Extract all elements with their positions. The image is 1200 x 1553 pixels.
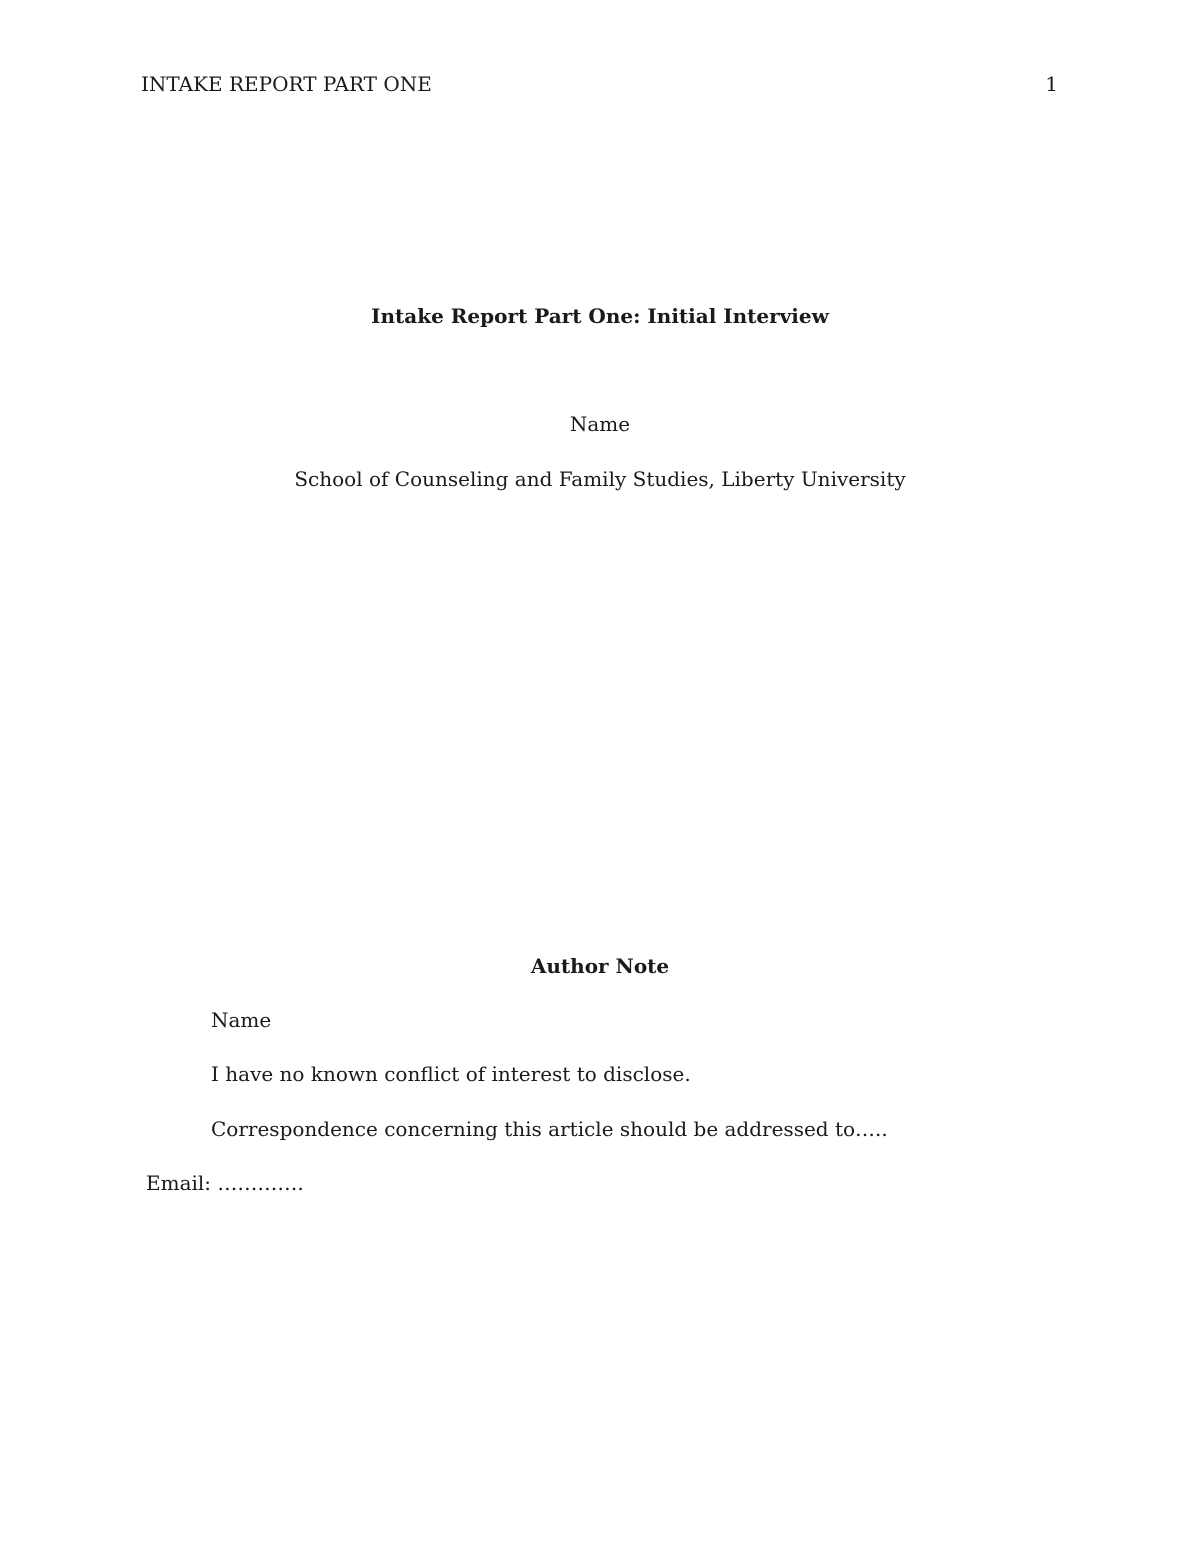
paper-title: Intake Report Part One: Initial Interview bbox=[371, 304, 829, 328]
correspondence-statement: Correspondence concerning this article should be addressed to….. bbox=[211, 1117, 888, 1141]
author-name: Name bbox=[569, 412, 631, 436]
running-head: INTAKE REPORT PART ONE bbox=[141, 72, 432, 96]
conflict-of-interest-statement: I have no known conflict of interest to disclose. bbox=[211, 1062, 691, 1086]
author-note-name: Name bbox=[211, 1008, 272, 1032]
email-line: Email: …………. bbox=[146, 1171, 304, 1195]
author-note-heading: Author Note bbox=[530, 954, 670, 978]
page-number: 1 bbox=[1045, 72, 1058, 96]
author-affiliation: School of Counseling and Family Studies, Liberty University bbox=[294, 467, 906, 491]
